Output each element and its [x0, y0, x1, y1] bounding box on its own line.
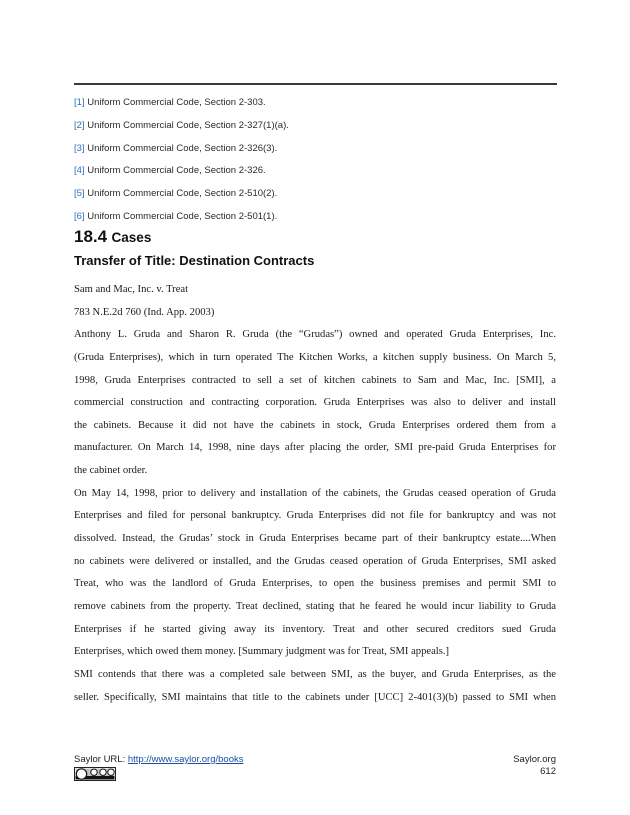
footnote-text: Uniform Commercial Code, Section 2-303.	[87, 97, 266, 108]
footer-url-link[interactable]: http://www.saylor.org/books	[127, 754, 244, 765]
case-subheading: Transfer of Title: Destination Contracts	[74, 253, 315, 268]
footnote-link[interactable]: [5]	[74, 188, 85, 200]
section-heading	[74, 227, 151, 247]
body-line: the cabinet order.	[74, 465, 148, 477]
footnote	[74, 163, 554, 186]
body-line: seller. Specifically, SMI maintains that title to the cabinets under [UCC] 2-401(3)(b) passed to SMI when	[74, 691, 556, 703]
body-line: Anthony L. Gruda and Sharon R. Gruda (the “Grudas”) owned and operated Gruda Enterprises, Inc.	[74, 329, 556, 341]
footnote-text: Uniform Commercial Code, Section 2-326.	[87, 165, 266, 177]
body-line: 1998, Gruda Enterprises contracted to sell a set of kitchen cabinets to Sam and Mac, Inc. [SMI], a	[74, 374, 556, 386]
section-number: 18.4	[74, 227, 108, 246]
body-line: dissolved. Instead, the Grudas’ stock in Gruda Enterprises became part of their bankruptcy estate....When	[74, 533, 556, 545]
header-rule	[74, 83, 557, 85]
body-line: SMI contends that there was a completed sale between SMI, as the buyer, and Gruda Enterprises, as the	[74, 668, 556, 680]
body-line: remove cabinets from the property. Treat declined, stating that he feared he would incur liability to Gruda	[74, 600, 556, 612]
footnotes-list	[74, 95, 554, 232]
footnote-link[interactable]: [6]	[74, 210, 85, 222]
body-line: manufacturer. On March 14, 1998, nine days after placing the order, SMI pre-paid Gruda Enterprises for	[74, 442, 556, 454]
footer-url-line	[74, 754, 244, 765]
body-line: no cabinets were delivered or installed, and the Grudas ceased operation of Gruda Enterprises, SMI asked	[74, 555, 556, 567]
section-title: Cases	[111, 230, 152, 245]
case-body	[74, 279, 556, 709]
footer-site: Saylor.org	[513, 754, 556, 765]
case-name: Sam and Mac, Inc. v. Treat	[74, 284, 189, 295]
case-citation: 783 N.E.2d 760 (Ind. App. 2003)	[74, 306, 215, 318]
footnote	[74, 118, 554, 141]
body-line: Enterprises if he started giving away its inventory. Treat and other secured creditors sued Gruda	[74, 623, 556, 635]
footnote-link[interactable]: [2]	[74, 119, 85, 131]
footnote-text: Uniform Commercial Code, Section 2-326(3).	[87, 142, 278, 154]
body-line: Enterprises and filed for personal bankruptcy. Gruda Enterprises did not file for bankruptcy and was not	[74, 510, 556, 522]
body-line: commercial construction and contracting corporation. Gruda Enterprises was also to deliver and install	[74, 397, 556, 409]
body-line: Treat, who was the landlord of Gruda Enterprises, to open the business premises and permit SMI to	[74, 578, 556, 590]
body-line: Enterprises, which owed them money. [Summary judgment was for Treat, SMI appeals.]	[74, 646, 450, 658]
body-line: (Gruda Enterprises), which in turn operated The Kitchen Works, a kitchen supply business. On March 5,	[74, 351, 556, 363]
body-line: the cabinets. Because it did not have the cabinets in stock, Gruda Enterprises ordered them from a	[74, 419, 556, 431]
cc-license-icon	[74, 767, 116, 781]
footnote-link[interactable]: [4]	[74, 165, 85, 177]
footnote-text: Uniform Commercial Code, Section 2-327(1)(a).	[87, 119, 289, 131]
body-line: On May 14, 1998, prior to delivery and installation of the cabinets, the Grudas ceased operation of Gruda	[74, 487, 556, 499]
page-number: 612	[540, 766, 556, 777]
footnote	[74, 141, 554, 164]
footer-url-label: Saylor URL:	[74, 754, 126, 765]
footnote-text: Uniform Commercial Code, Section 2-510(2).	[87, 188, 278, 200]
cc-license-badge[interactable]	[74, 767, 116, 786]
footnote-text: Uniform Commercial Code, Section 2-501(1).	[87, 210, 278, 222]
footnote	[74, 95, 554, 118]
footnote	[74, 186, 554, 209]
footer-right	[513, 754, 556, 778]
footnote-link[interactable]: [1]	[74, 97, 85, 108]
footnote-link[interactable]: [3]	[74, 142, 85, 154]
